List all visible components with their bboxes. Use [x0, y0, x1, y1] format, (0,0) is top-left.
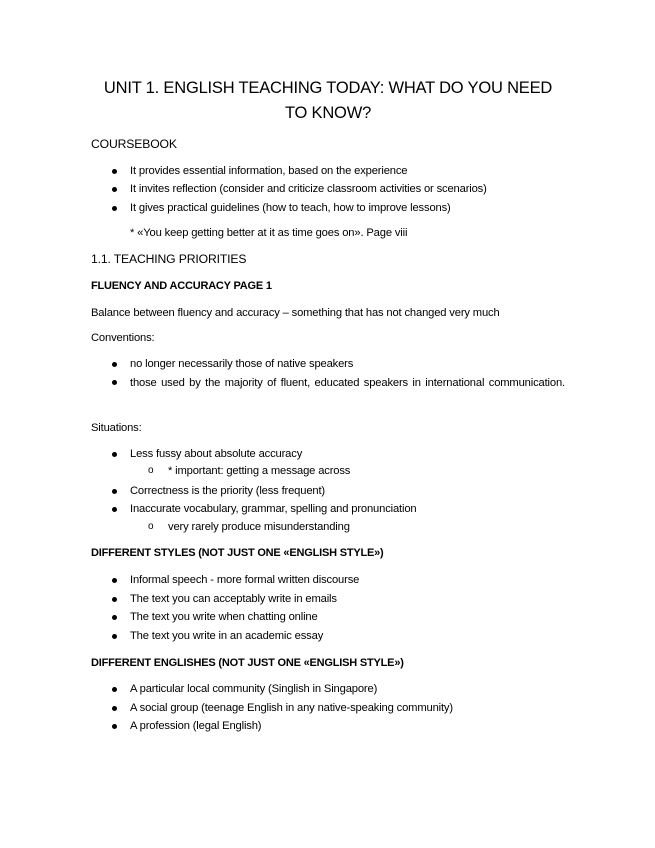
list-item: Less fussy about absolute accuracy	[130, 448, 303, 460]
bullet-icon	[112, 724, 117, 729]
list-item: Inaccurate vocabulary, grammar, spelling and pronunciation	[130, 503, 417, 515]
bullet-icon	[112, 380, 117, 385]
section-heading: 1.1. TEACHING PRIORITIES	[91, 252, 247, 266]
sub-list-item: very rarely produce misunderstanding	[168, 521, 350, 533]
bullet-icon	[112, 187, 117, 192]
list-item: A particular local community (Singlish in Singapore)	[130, 683, 378, 695]
bullet-icon	[112, 452, 117, 457]
sub-bullet-icon: o	[148, 521, 154, 532]
sub-list-item: * important: getting a message across	[168, 465, 351, 477]
coursebook-heading: COURSEBOOK	[91, 137, 177, 151]
list-item: Informal speech - more formal written discourse	[130, 574, 360, 586]
list-item: The text you can acceptably write in emails	[130, 593, 337, 605]
list-item-justified: those used by the majority of fluent, educated speakers in international communication.	[130, 377, 565, 389]
sub-bullet-icon: o	[148, 465, 154, 476]
page-title: UNIT 1. ENGLISH TEACHING TODAY: WHAT DO YOU NEED TO KNOW?	[103, 79, 553, 122]
list-item: Correctness is the priority (less frequent)	[130, 485, 325, 497]
bullet-icon	[112, 507, 117, 512]
bullet-icon	[112, 615, 117, 620]
bullet-icon	[112, 362, 117, 367]
coursebook-note: * «You keep getting better at it as time goes on». Page viii	[130, 227, 408, 239]
bullet-icon	[112, 169, 117, 174]
list-item: The text you write when chatting online	[130, 611, 318, 623]
fluency-intro: Balance between fluency and accuracy – something that has not changed very much	[91, 307, 500, 319]
bullet-icon	[112, 597, 117, 602]
list-item: It provides essential information, based on the experience	[130, 165, 408, 177]
bullet-icon	[112, 706, 117, 711]
bullet-icon	[112, 578, 117, 583]
fluency-heading: FLUENCY AND ACCURACY PAGE 1	[91, 280, 272, 292]
conventions-label: Conventions:	[91, 332, 155, 344]
englishes-heading: DIFFERENT ENGLISHES (NOT JUST ONE «ENGLISH STYLE»)	[91, 657, 404, 669]
situations-label: Situations:	[91, 422, 142, 434]
list-item: It invites reflection (consider and criticize classroom activities or scenarios)	[130, 183, 487, 195]
styles-heading: DIFFERENT STYLES (NOT JUST ONE «ENGLISH STYLE»)	[91, 547, 384, 559]
bullet-icon	[112, 687, 117, 692]
list-item: no longer necessarily those of native speakers	[130, 358, 354, 370]
list-item: A profession (legal English)	[130, 720, 262, 732]
bullet-icon	[112, 206, 117, 211]
list-item: It gives practical guidelines (how to teach, how to improve lessons)	[130, 202, 451, 214]
list-item: A social group (teenage English in any native-speaking community)	[130, 702, 453, 714]
bullet-icon	[112, 489, 117, 494]
bullet-icon	[112, 634, 117, 639]
list-item: The text you write in an academic essay	[130, 630, 324, 642]
